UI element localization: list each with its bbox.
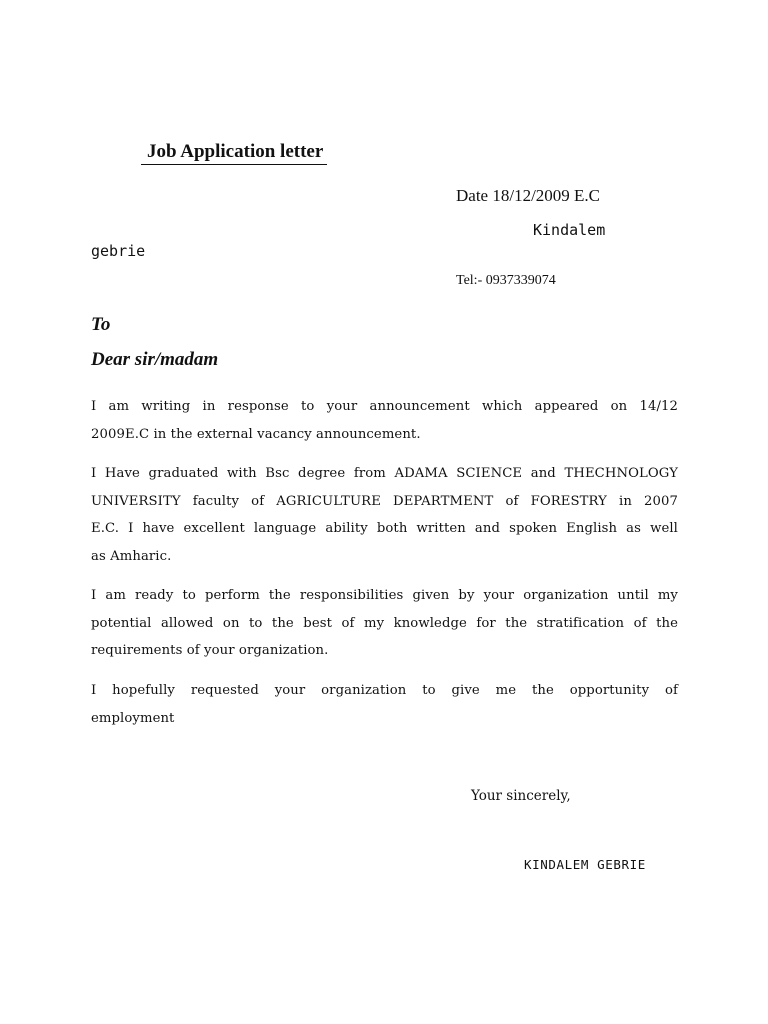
paragraph-line: I Have graduated with Bsc degree from ADAMA SCIENCE and THECHNOLOGY: [91, 466, 678, 481]
paragraph-line: E.C. I have excellent language ability both written and spoken English as well: [91, 521, 678, 536]
sender-first-name: Kindalem: [533, 221, 606, 239]
sender-telephone: Tel:- 0937339074: [456, 273, 556, 288]
paragraph-line: I am writing in response to your announcement which appeared on 14/12: [91, 399, 678, 414]
letter-title: Job Application letter: [141, 141, 327, 165]
letter-date: Date 18/12/2009 E.C: [456, 186, 601, 205]
paragraph-education: [91, 460, 678, 570]
paragraph-line: I am ready to perform the responsibilities given by your organization until my: [91, 588, 678, 603]
paragraph-response: [91, 393, 678, 448]
paragraph-line: potential allowed on to the best of my knowledge for the stratification of the: [91, 615, 678, 631]
paragraph-request: [91, 677, 678, 732]
paragraph-line: requirements of your organization.: [91, 643, 329, 658]
signature-name: KINDALEM GEBRIE: [524, 857, 646, 872]
paragraph-readiness: [91, 582, 678, 665]
recipient-to: To: [91, 314, 111, 335]
paragraph-line: as Amharic.: [91, 548, 172, 564]
paragraph-line: employment: [91, 710, 175, 726]
sender-last-name: gebrie: [91, 242, 146, 260]
closing-phrase: Your sincerely,: [471, 788, 571, 804]
paragraph-line: UNIVERSITY faculty of AGRICULTURE DEPARTMENT of FORESTRY in 2007: [91, 493, 678, 509]
salutation: Dear sir/madam: [91, 349, 219, 370]
paragraph-line: 2009E.C in the external vacancy announcement.: [91, 426, 421, 442]
paragraph-line: I hopefully requested your organization to give me the opportunity of: [91, 683, 678, 698]
